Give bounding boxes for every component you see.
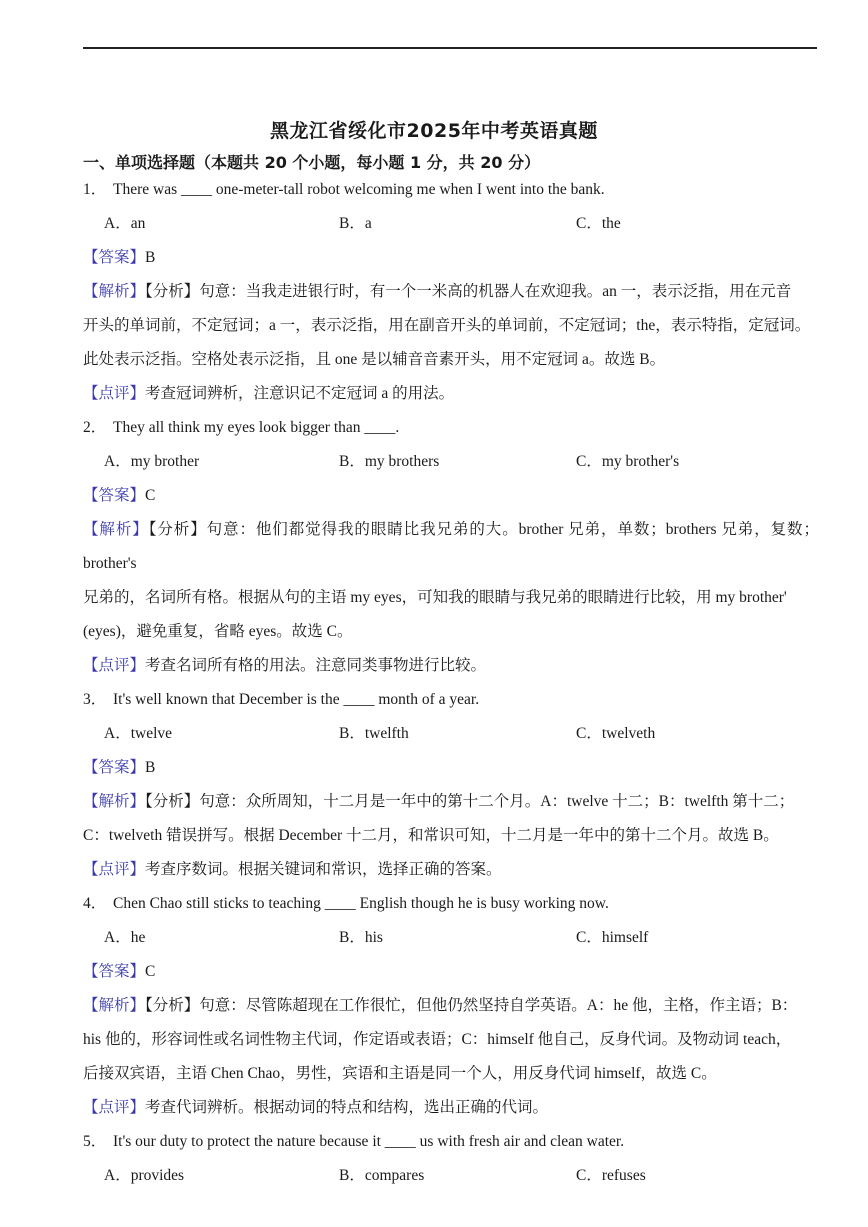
options-row	[83, 207, 819, 241]
analysis-tag: 【解析】	[83, 793, 146, 810]
question-stem: 4． Chen Chao still sticks to teaching ____ English though he is busy working now.	[83, 895, 609, 912]
question-3	[83, 683, 819, 887]
option-a: A．my brother	[104, 453, 200, 470]
comment-line: 【点评】考查代词辨析。根据动词的特点和结构，选出正确的代词。	[83, 1099, 549, 1116]
option-b: B．a	[339, 215, 372, 232]
answer-tag: 【答案】	[83, 759, 146, 776]
option-b: B．compares	[339, 1167, 425, 1184]
analysis-block: 【解析】【分析】句意：众所周知，十二月是一年中的第十二个月。A：twelve 十二；B：twelfth 第十二； C：twelveth 错误拼写。根据 December 十二月，和常识可知，十二月是一年中的第十二个月。故选 B。	[83, 793, 795, 844]
section-heading: 一、单项选择题（本题共 20 个小题，每小题 1 分，共 20 分）	[83, 153, 541, 172]
comment-tag: 【点评】	[83, 385, 146, 402]
option-c: C．refuses	[576, 1167, 646, 1184]
answer-line	[83, 479, 819, 513]
answer-value: B	[145, 759, 156, 776]
question-2	[83, 411, 819, 683]
header-rule	[83, 47, 817, 49]
analysis-block: 【解析】【分析】句意：尽管陈超现在工作很忙，但他仍然坚持自学英语。A：he 他，主格，作主语；B： his 他的，形容词性或名词性物主代词，作定语或表语；C：himself 他自己，反身代词。及物动词 teach， 后接双宾语，主语 Chen Chao，男性，宾语和主语是同一个人，用反身代词 himself，故选 C。	[83, 997, 798, 1082]
option-b: B．his	[339, 929, 383, 946]
option-a: A．he	[104, 929, 146, 946]
option-c: C．twelveth	[576, 725, 656, 742]
comment-line: 【点评】考查名词所有格的用法。注意同类事物进行比较。	[83, 657, 487, 674]
answer-tag: 【答案】	[83, 249, 146, 266]
answer-value: C	[145, 487, 156, 504]
options-row	[83, 717, 819, 751]
options-row	[83, 445, 819, 479]
comment-line: 【点评】考查序数词。根据关键词和常识，选择正确的答案。	[83, 861, 502, 878]
analysis-block: 【解析】【分析】句意：他们都觉得我的眼睛比我兄弟的大。brother 兄弟，单数；brothers 兄弟，复数；brother's 兄弟的，名词所有格。根据从句的主语 my eyes，可知我的眼睛与我兄弟的眼睛进行比较，用 my brother' (eyes)，避免重复，省略 eyes。故选 C。	[83, 521, 819, 640]
option-c: C．himself	[576, 929, 649, 946]
question-stem: 2． They all think my eyes look bigger than ____.	[83, 419, 400, 436]
option-c: C．my brother's	[576, 453, 680, 470]
questions-container	[83, 173, 819, 1193]
option-c: C．the	[576, 215, 621, 232]
answer-value: C	[145, 963, 156, 980]
option-a: A．provides	[104, 1167, 185, 1184]
analysis-tag: 【解析】	[83, 997, 146, 1014]
question-4	[83, 887, 819, 1125]
question-1	[83, 173, 819, 411]
comment-tag: 【点评】	[83, 1099, 146, 1116]
question-stem: 5． It's our duty to protect the nature because it ____ us with fresh air and clean water.	[83, 1133, 625, 1150]
option-a: A．twelve	[104, 725, 173, 742]
comment-tag: 【点评】	[83, 861, 146, 878]
analysis-tag: 【解析】	[83, 521, 149, 538]
question-stem: 1． There was ____ one-meter-tall robot welcoming me when I went into the bank.	[83, 181, 605, 198]
question-stem: 3． It's well known that December is the ____ month of a year.	[83, 691, 480, 708]
comment-line: 【点评】考查冠词辨析，注意识记不定冠词 a 的用法。	[83, 385, 455, 402]
answer-tag: 【答案】	[83, 963, 146, 980]
answer-line	[83, 241, 819, 275]
answer-line	[83, 751, 819, 785]
answer-tag: 【答案】	[83, 487, 146, 504]
option-b: B．my brothers	[339, 453, 440, 470]
options-row	[83, 1159, 819, 1193]
answer-line	[83, 955, 819, 989]
analysis-block: 【解析】【分析】句意：当我走进银行时，有一个一米高的机器人在欢迎我。an 一，表示泛指，用在元音 开头的单词前，不定冠词；a 一，表示泛指，用在副音开头的单词前，不定冠词；the，表示特指，定冠词。 此处表示泛指。空格处表示泛指，且 one 是以辅音音素开头，用不定冠词 a。故选 B。	[83, 283, 811, 368]
question-5	[83, 1125, 819, 1193]
options-row	[83, 921, 819, 955]
option-a: A．an	[104, 215, 146, 232]
option-b: B．twelfth	[339, 725, 409, 742]
page-title: 黑龙江省绥化市2025年中考英语真题	[270, 120, 598, 142]
answer-value: B	[145, 249, 156, 266]
comment-tag: 【点评】	[83, 657, 146, 674]
analysis-tag: 【解析】	[83, 283, 146, 300]
